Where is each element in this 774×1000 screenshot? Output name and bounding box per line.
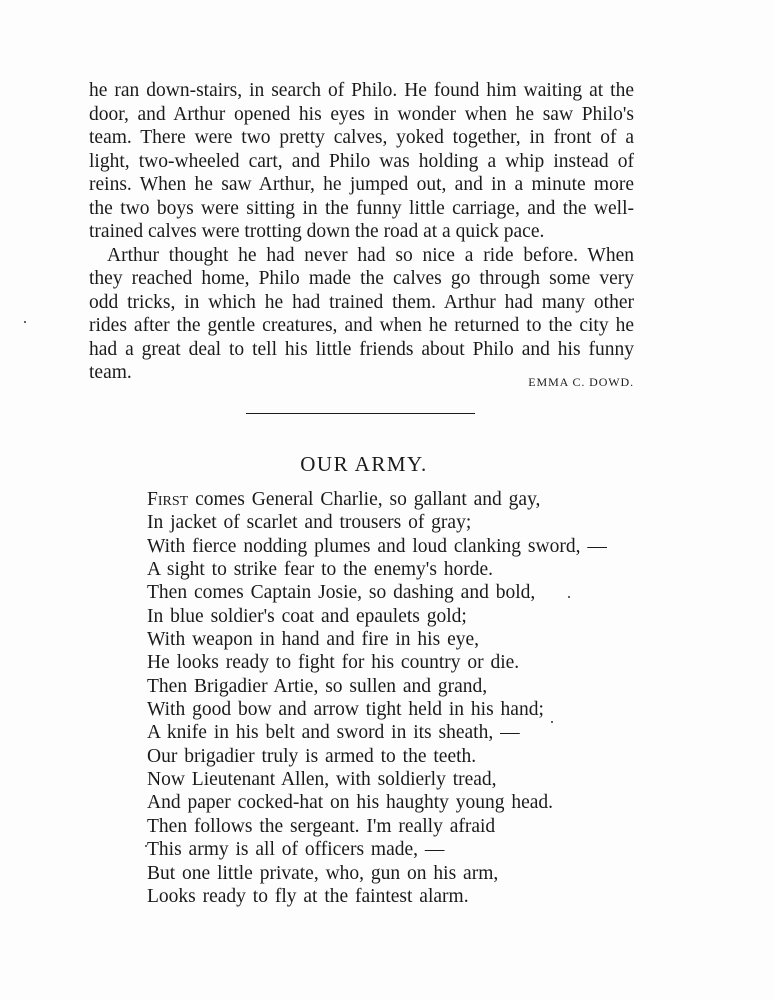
- story-line-2: door, and Arthur opened his eyes in wonder when he saw Philo's: [89, 103, 634, 125]
- poem-line-9: Then Brigadier Artie, so sullen and grand,: [147, 675, 488, 697]
- poem-line-17: But one little private, who, gun on his arm,: [147, 862, 499, 884]
- story-text: [89, 79, 634, 385]
- story-line-3: team. There were two pretty calves, yoked together, in front of a: [89, 127, 634, 148]
- story-line-12: had a great deal to tell his little friends about Philo and his funny: [89, 338, 634, 360]
- poem-line-14: And paper cocked-hat on his haughty young head.: [147, 792, 554, 814]
- poem-line-8: He looks ready to fight for his country or die.: [147, 652, 520, 674]
- poem-line-12: Our brigadier truly is armed to the teeth.: [147, 745, 477, 767]
- poem-first-word: First: [147, 489, 189, 510]
- author-signature: EMMA C. DOWD.: [528, 375, 634, 389]
- poem-line-10: With good bow and arrow tight held in his hand;: [147, 699, 544, 721]
- poem-line-13: Now Lieutenant Allen, with soldierly tread,: [147, 769, 497, 791]
- story-line-6: the two boys were sitting in the funny little carriage, and the well-: [89, 197, 634, 219]
- story-line-4: light, two-wheeled cart, and Philo was holding a whip instead of: [89, 150, 634, 172]
- poem-line-11: A knife in his belt and sword in its sheath, —: [147, 722, 520, 744]
- poem-line-15: Then follows the sergeant. I'm really afraid: [147, 815, 496, 837]
- story-line-7: trained calves were trotting down the road at a quick pace.: [89, 221, 545, 242]
- story-line-11: rides after the gentle creatures, and when he returned to the city he: [89, 315, 634, 336]
- story-line-8: Arthur thought he had never had so nice a ride before. When: [107, 244, 634, 266]
- poem-line-5: Then comes Captain Josie, so dashing and bold,: [147, 582, 536, 604]
- poem-text: [147, 488, 627, 908]
- ink-speck: [568, 596, 570, 598]
- poem-line-1: [147, 488, 627, 511]
- ink-speck: [145, 845, 147, 847]
- story-line-9: they reached home, Philo made the calves go through some very: [89, 268, 634, 289]
- poem-line-16: This army is all of officers made, —: [147, 839, 445, 861]
- story-line-5: reins. When he saw Arthur, he jumped out, and in a minute more: [89, 174, 634, 195]
- poem-line-18: Looks ready to fly at the faintest alarm.: [147, 885, 469, 907]
- poem-line-3: With fierce nodding plumes and loud clanking sword, —: [147, 535, 607, 557]
- poem-line-7: With weapon in hand and fire in his eye,: [147, 629, 479, 651]
- poem-title: OUR ARMY.: [300, 452, 428, 476]
- poem-line-6: In blue soldier's coat and epaulets gold;: [147, 605, 467, 627]
- story-line-10: odd tricks, in which he had trained them. Arthur had many other: [89, 291, 634, 313]
- section-divider: [246, 413, 475, 414]
- story-line-13: team.: [89, 362, 132, 383]
- ink-speck: [551, 721, 553, 723]
- poem-line-2: In jacket of scarlet and trousers of gray;: [147, 512, 472, 534]
- poem-first-line-rest: comes General Charlie, so gallant and gay,: [188, 489, 541, 510]
- ink-speck: [24, 321, 26, 323]
- poem-line-4: A sight to strike fear to the enemy's horde.: [147, 559, 494, 581]
- story-line-1: he ran down-stairs, in search of Philo. He found him waiting at the: [89, 80, 634, 101]
